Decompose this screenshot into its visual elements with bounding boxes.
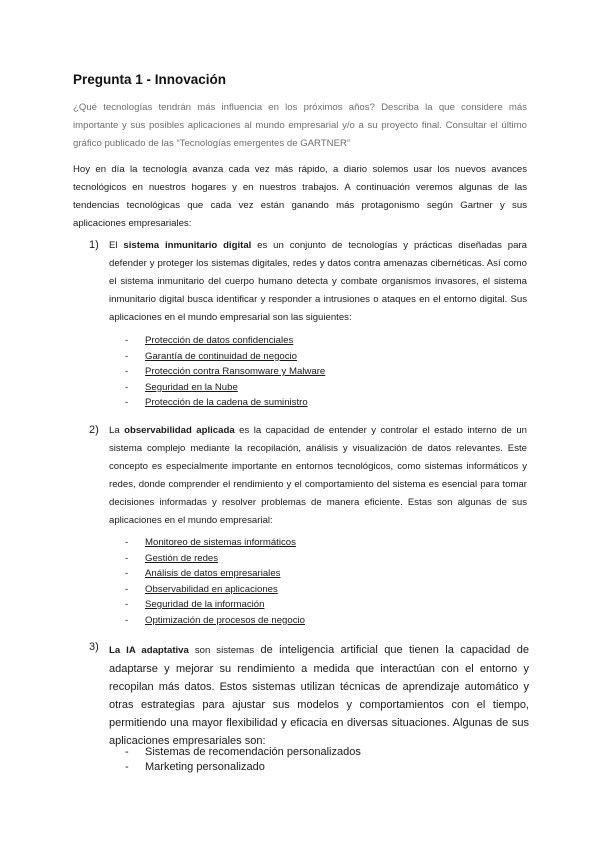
list-item <box>125 760 361 775</box>
bullet-dash: - <box>125 537 129 548</box>
list-item-text[interactable]: Análisis de datos empresariales <box>145 568 281 579</box>
list-item-text[interactable]: Protección contra Ransomware y Malware <box>145 366 326 377</box>
section-2-term: observabilidad aplicada <box>124 425 235 436</box>
section-2-lead: La <box>109 425 125 436</box>
section-2-number: 2) <box>89 424 99 436</box>
list-item <box>125 745 361 760</box>
bullet-dash: - <box>125 568 129 579</box>
intro-paragraph: Hoy en día la tecnología avanza cada vez más rápido, a diario solemos usar los nuevos avances tecnológicos en nuestros hogares y en nuestros trabajos. A continuación veremos algunas de las tendencias tecnológicas que cada vez están ganando más protagonismo según Gartner y sus aplicaciones empresariales: <box>73 164 527 229</box>
section-1-body: es un conjunto de tecnologías y prácticas diseñadas para defender y proteger los sistemas digitales, redes y datos contra amenazas cibernéticas. Así como el sistema inmunitario del cuerpo humano detecta y combate organismos invasores, el sistema inmunitario digital busca identificar y responder a intrusiones o ataques en el entorno digital. Sus aplicaciones en el mundo empresarial son las siguientes: <box>109 240 527 323</box>
list-item-text[interactable]: Seguridad en la Nube <box>145 381 238 393</box>
bullet-dash: - <box>125 350 129 362</box>
bullet-dash: - <box>125 381 129 393</box>
section-1-number: 1) <box>89 239 99 251</box>
list-item <box>125 597 305 613</box>
section-1-list <box>125 333 325 411</box>
list-item-text[interactable]: Protección de datos confidenciales <box>145 335 294 346</box>
list-item-text[interactable]: Monitoreo de sistemas informáticos <box>145 537 296 548</box>
list-item <box>125 582 305 598</box>
bullet-dash: - <box>125 746 129 758</box>
list-item-text: Sistemas de recomendación personalizados <box>145 746 361 758</box>
list-item <box>125 364 325 380</box>
list-item-text[interactable]: Protección de la cadena de suministro <box>145 397 308 408</box>
list-item-text[interactable]: Optimización de procesos de negocio <box>145 614 305 626</box>
list-item-text[interactable]: Observabilidad en aplicaciones <box>145 583 278 595</box>
section-3-paragraph <box>109 641 529 750</box>
list-item-text[interactable]: Seguridad de la información <box>145 599 265 610</box>
bullet-dash: - <box>125 335 129 346</box>
list-item <box>125 333 325 349</box>
section-3-term: La IA adaptativa <box>109 645 189 656</box>
section-2-paragraph <box>109 422 527 530</box>
section-2-body: es la capacidad de entender y controlar el estado interno de un sistema complejo mediante la recopilación, análisis y visualización de datos relevantes. Este concepto es especialmente importante en entornos tecnológicos, como sistemas informáticos y redes, donde comprender el rendimiento y el comportamiento del sistema es esencial para tomar decisiones informadas y resolver problemas de manera eficiente. Estas son algunas de sus aplicaciones en el mundo empresarial: <box>109 425 527 526</box>
page-title: Pregunta 1 - Innovación <box>73 72 227 87</box>
list-item <box>125 380 325 396</box>
section-2-list <box>125 535 305 628</box>
bullet-dash: - <box>125 599 129 610</box>
section-3-lead-rest: son sistemas <box>188 645 255 656</box>
bullet-dash: - <box>125 366 129 377</box>
bullet-dash: - <box>125 583 129 595</box>
list-item <box>125 349 325 365</box>
section-1-lead: El <box>109 240 124 251</box>
list-item <box>125 566 305 582</box>
bullet-dash: - <box>125 614 129 626</box>
section-3-number: 3) <box>89 641 99 653</box>
bullet-dash: - <box>125 552 129 564</box>
list-item <box>125 613 305 629</box>
question-text: ¿Qué tecnologías tendrán más influencia en los próximos años? Describa la que considere más importante y sus posibles aplicaciones al mundo empresarial y/o a su proyecto final. Consultar el último gráfico publicado de las “Tecnologías emergentes de GARTNER” <box>73 102 527 149</box>
bullet-dash: - <box>125 760 129 773</box>
section-3-list <box>125 745 361 774</box>
list-item-text[interactable]: Garantía de continuidad de negocio <box>145 350 298 362</box>
list-item <box>125 551 305 567</box>
list-item <box>125 395 325 411</box>
section-1-term: sistema inmunitario digital <box>123 240 252 251</box>
list-item <box>125 535 305 551</box>
bullet-dash: - <box>125 397 129 408</box>
section-3-body: de inteligencia artificial que tienen la capacidad de adaptarse y mejorar su rendimiento a medida que interactúan con el entorno y recopilan más datos. Estos sistemas utilizan técnicas de aprendizaje automático y otras estrategias para ajustar sus modelos y comportamientos con el tiempo, permitiendo una mayor flexibilidad y eficacia en diversas situaciones. Algunas de sus aplicaciones empresariales son: <box>109 644 529 747</box>
section-1-paragraph <box>109 237 527 327</box>
list-item-text: Marketing personalizado <box>145 760 265 773</box>
list-item-text[interactable]: Gestión de redes <box>145 552 219 564</box>
